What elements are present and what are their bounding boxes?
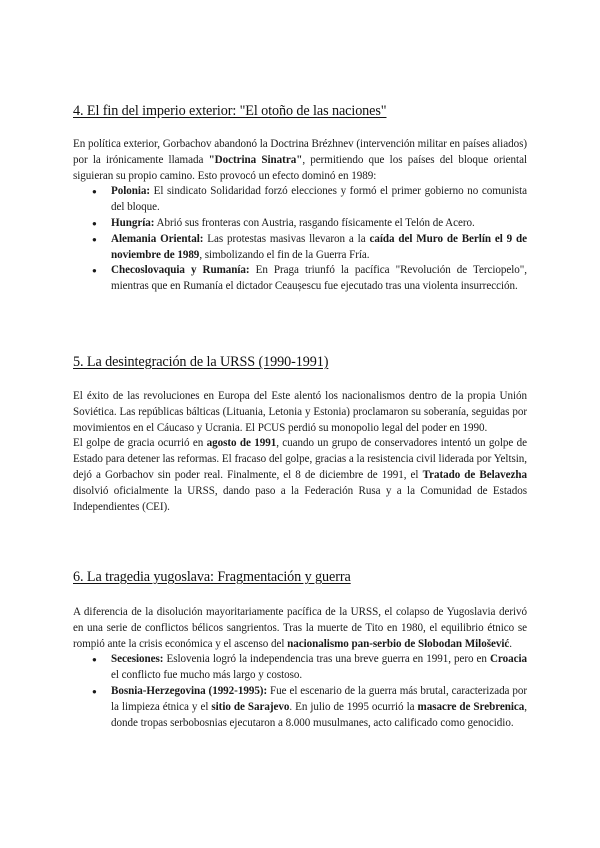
section-4-heading: 4. El fin del imperio exterior: "El otoño de las naciones"	[73, 103, 387, 119]
section-6-heading: 6. La tragedia yugoslava: Fragmentación y guerra	[73, 569, 351, 585]
bullet-secesiones: ● Secesiones: Eslovenia logró la independencia tras una breve guerra en 1991, pero en Croacia el conflicto fue mucho más largo y costoso.	[111, 652, 527, 684]
bold-run: Tratado de Belavezha	[422, 468, 527, 481]
bold-run: masacre de Srebrenica	[417, 700, 525, 713]
bold-run: Hungría:	[111, 216, 155, 229]
bold-run: Croacia	[489, 653, 527, 666]
bullet-hungria: ● Hungría: Abrió sus fronteras con Austria, rasgando físicamente el Telón de Acero.	[111, 216, 527, 232]
bold-run: "Doctrina Sinatra"	[208, 153, 303, 166]
bullet-bosnia-herzegovina: ● Bosnia-Herzegovina (1992-1995): Fue el escenario de la guerra más brutal, caracterizada por la limpieza étnica y el sitio de Sarajevo. En julio de 1995 ocurrió la masacre de Srebrenica, donde tropas serbobosnias ejecutaron a 8.000 musulmanes, acto calificado como genocidio.	[111, 684, 527, 731]
bullet-polonia: ● Polonia: El sindicato Solidaridad forzó elecciones y formó el primer gobierno no comunista del bloque.	[111, 184, 527, 216]
bold-run: Secesiones:	[111, 653, 164, 666]
section-4	[73, 103, 527, 295]
bold-run: sitio de Sarajevo	[211, 700, 290, 713]
section-5-heading: 5. La desintegración de la URSS (1990-1991)	[73, 354, 329, 370]
bold-run: Alemania Oriental:	[111, 232, 204, 245]
bold-run: Bosnia-Herzegovina (1992-1995):	[111, 684, 268, 697]
bold-run: nacionalismo pan-serbio de Slobodan Milošević	[287, 637, 510, 650]
section-5-paragraph-2: El golpe de gracia ocurrió en agosto de 1991, cuando un grupo de conservadores intentó un golpe de Estado para detener las reformas. El fracaso del golpe, gracias a la resistencia civil liderada por Yeltsin, dejó a Gorbachov sin poder real. Finalmente, el 8 de diciembre de 1991, el Tratado de Belavezha disolvió oficialmente la URSS, dando paso a la Federación Rusa y a la Comunidad de Estados Independientes (CEI).	[73, 437, 528, 513]
section-5	[73, 354, 527, 515]
bold-run: Checoslovaquia y Rumanía:	[111, 264, 250, 277]
section-6-bullet-list	[73, 652, 527, 731]
section-6-intro: A diferencia de la disolución mayoritariamente pacífica de la URSS, el colapso de Yugoslavia derivó en una serie de conflictos bélicos sangrientos. Tras la muerte de Tito en 1980, el equilibrio étnico se rompió ante la crisis económica y el ascenso del nacionalismo pan-serbio de Slobodan Milošević.	[73, 606, 527, 650]
section-4-bullet-list	[73, 184, 527, 295]
section-4-intro: En política exterior, Gorbachov abandonó la Doctrina Brézhnev (intervención militar en países aliados) por la irónicamente llamada "Doctrina Sinatra", permitiendo que los países del bloque oriental siguieran su propio camino. Esto provocó un efecto dominó en 1989:	[73, 138, 527, 182]
section-6	[73, 569, 527, 731]
bullet-alemania-oriental: ● Alemania Oriental: Las protestas masivas llevaron a la caída del Muro de Berlín el 9 de noviembre de 1989, simbolizando el fin de la Guerra Fría.	[111, 232, 527, 264]
bullet-checoslovaquia-rumania: ● Checoslovaquia y Rumanía: En Praga triunfó la pacífica "Revolución de Terciopelo", mientras que en Rumanía el dictador Ceaușescu fue ejecutado tras una violenta insurrección.	[111, 263, 527, 295]
bold-run: Polonia:	[111, 185, 151, 198]
section-5-paragraph-1: El éxito de las revoluciones en Europa del Este alentó los nacionalismos dentro de la propia Unión Soviética. Las repúblicas bálticas (Lituania, Letonia y Estonia) proclamaron su soberanía, seguidas por movimientos en el Cáucaso y Ucrania. El PCUS perdió su monopolio legal del poder en 1990.	[73, 390, 527, 434]
bold-run: caída del Muro de Berlín el 9 de noviembre de 1989	[111, 232, 527, 261]
bold-run: agosto de 1991	[206, 437, 277, 450]
